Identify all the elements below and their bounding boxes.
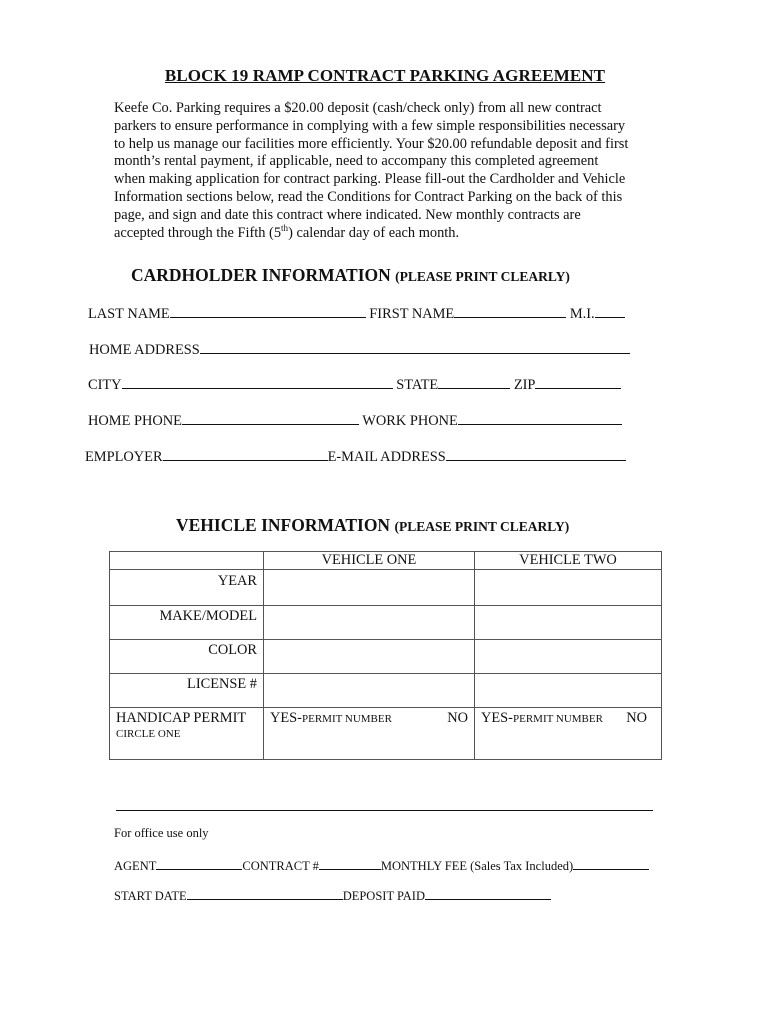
city-label: CITY: [88, 377, 122, 393]
intro-line8-pre: accepted through the Fifth (5: [114, 224, 282, 241]
state-label: STATE: [396, 377, 439, 393]
agent-field[interactable]: [156, 857, 242, 870]
monthly-fee-field[interactable]: [573, 857, 649, 870]
city-field[interactable]: [122, 374, 393, 389]
address-row: [89, 339, 630, 359]
vehicle-two-make-cell[interactable]: [475, 606, 662, 640]
intro-line: Keefe Co. Parking requires a $20.00 deposit (cash/check only) from all new contract: [114, 100, 602, 116]
office-row-2: [114, 887, 551, 904]
permit-number-text: PERMIT NUMBER: [512, 713, 603, 725]
intro-paragraph: [114, 100, 674, 242]
vehicle-table: [109, 551, 662, 760]
zip-label: ZIP: [513, 377, 536, 393]
contract-label: CONTRACT #: [242, 859, 319, 873]
table-header-row: [110, 552, 662, 570]
ordinal-suffix: th: [281, 222, 289, 233]
office-row-1: [114, 857, 649, 874]
vehicle-one-no-option[interactable]: NO: [447, 710, 468, 726]
vehicle-two-no-option[interactable]: NO: [626, 710, 647, 726]
vehicle-two-license-cell[interactable]: [475, 674, 662, 708]
work-phone-label: WORK PHONE: [362, 413, 458, 429]
vehicle-one-color-cell[interactable]: [264, 640, 475, 674]
monthly-fee-label: MONTHLY FEE (Sales Tax Included): [380, 859, 574, 873]
home-address-label: HOME ADDRESS: [89, 342, 200, 358]
vehicle-one-license-cell[interactable]: [264, 674, 475, 708]
employer-row: [85, 446, 626, 466]
license-label: LICENSE #: [110, 674, 264, 708]
intro-line: when making application for contract parking. Please fill-out the Cardholder and Vehicle: [114, 171, 626, 188]
city-row: [88, 374, 621, 394]
intro-line: [114, 222, 674, 243]
vehicle-two-year-cell[interactable]: [475, 570, 662, 606]
vehicle-one-header: VEHICLE ONE: [264, 552, 475, 570]
make-model-label: MAKE/MODEL: [110, 606, 264, 640]
vehicle-one-yes-option[interactable]: [270, 710, 392, 726]
home-phone-field[interactable]: [182, 410, 359, 425]
vehicle-heading-sub: (PLEASE PRINT CLEARLY): [394, 519, 570, 534]
intro-line: Information sections below, read the Conditions for Contract Parking on the back of this: [114, 188, 623, 205]
handicap-label-cell: [110, 708, 264, 760]
work-phone-field[interactable]: [458, 410, 622, 425]
office-use-label: For office use only: [114, 826, 209, 840]
agent-label: AGENT: [114, 859, 157, 873]
intro-line: page, and sign and date this contract where indicated. New monthly contracts are: [114, 206, 581, 223]
employer-field[interactable]: [163, 446, 328, 461]
yes-text: YES-: [270, 710, 302, 726]
handicap-label: HANDICAP PERMIT: [116, 710, 247, 726]
cardholder-heading-text: CARDHOLDER INFORMATION: [131, 265, 391, 285]
color-label: COLOR: [110, 640, 264, 674]
last-name-label: LAST NAME: [88, 306, 170, 322]
intro-line: to help us manage our facilities more efficiently. Your $20.00 refundable deposit and first: [114, 135, 629, 152]
header-blank-cell: [110, 552, 264, 570]
phone-row: [88, 410, 622, 430]
start-date-field[interactable]: [187, 887, 343, 900]
cardholder-heading-sub: (PLEASE PRINT CLEARLY): [395, 269, 570, 284]
table-row: [110, 708, 662, 760]
office-divider: [116, 810, 653, 811]
mi-field[interactable]: [595, 303, 625, 318]
table-row: [110, 606, 662, 640]
first-name-field[interactable]: [454, 303, 566, 318]
vehicle-heading-text: VEHICLE INFORMATION: [176, 515, 391, 535]
cardholder-heading: [131, 265, 570, 286]
vehicle-one-year-cell[interactable]: [264, 570, 475, 606]
first-name-label: FIRST NAME: [369, 306, 455, 322]
table-row: [110, 674, 662, 708]
email-label: E-MAIL ADDRESS: [327, 449, 446, 465]
permit-number-text: PERMIT NUMBER: [301, 713, 392, 725]
employer-label: EMPLOYER: [85, 449, 163, 465]
zip-field[interactable]: [535, 374, 621, 389]
vehicle-two-handicap-cell[interactable]: [475, 708, 662, 760]
table-row: [110, 640, 662, 674]
mi-label: M.I.: [569, 306, 595, 322]
vehicle-one-make-cell[interactable]: [264, 606, 475, 640]
intro-line: month’s rental payment, if applicable, need to accompany this completed agreement: [114, 153, 599, 170]
vehicle-heading: [176, 515, 569, 536]
name-row: [88, 303, 625, 323]
home-address-field[interactable]: [200, 339, 630, 354]
year-label: YEAR: [110, 570, 264, 606]
start-date-label: START DATE: [114, 889, 187, 903]
home-phone-label: HOME PHONE: [88, 413, 182, 429]
deposit-paid-field[interactable]: [425, 887, 551, 900]
vehicle-two-header: VEHICLE TWO: [475, 552, 662, 570]
vehicle-two-color-cell[interactable]: [475, 640, 662, 674]
state-field[interactable]: [438, 374, 510, 389]
contract-field[interactable]: [319, 857, 381, 870]
document-title: BLOCK 19 RAMP CONTRACT PARKING AGREEMENT: [164, 66, 606, 85]
yes-text: YES-: [481, 710, 513, 726]
vehicle-one-handicap-cell[interactable]: [264, 708, 475, 760]
intro-line: parkers to ensure performance in complying with a few simple responsibilities necessary: [114, 117, 626, 134]
email-field[interactable]: [446, 446, 626, 461]
last-name-field[interactable]: [170, 303, 366, 318]
vehicle-two-yes-option[interactable]: [481, 710, 603, 726]
intro-line8-post: ) calendar day of each month.: [288, 224, 460, 241]
deposit-paid-label: DEPOSIT PAID: [342, 889, 425, 903]
table-row: [110, 570, 662, 606]
circle-one-label: CIRCLE ONE: [116, 728, 181, 740]
